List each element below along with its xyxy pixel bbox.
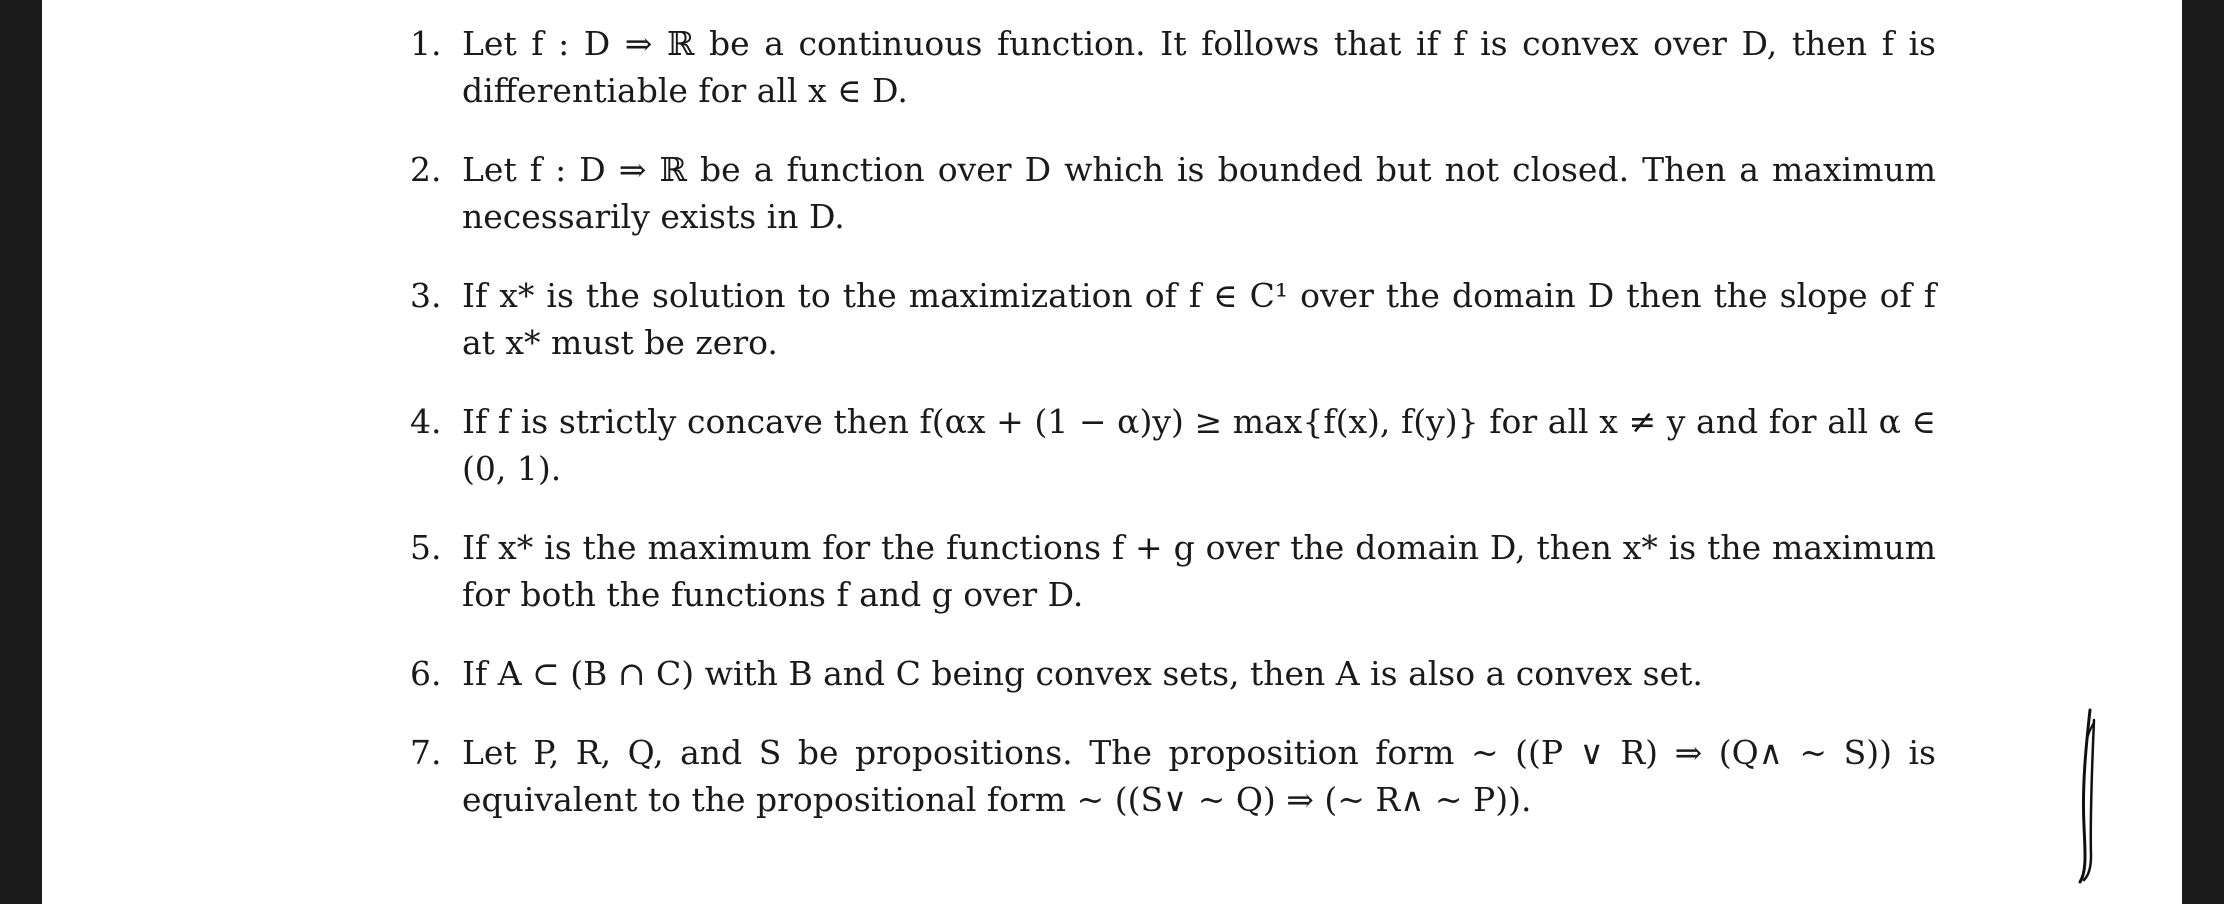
statement-list [410,20,1936,855]
list-item [410,729,1936,823]
item-number: 2. [410,150,442,189]
item-text: Let f : D ⇒ ℝ be a continuous function. It follows that if f is convex over D, then f is differentiable for all x ∈ D. [462,24,1936,110]
item-number: 3. [410,276,442,315]
list-item [410,650,1936,697]
document-page [42,0,2182,904]
item-number: 7. [410,733,442,772]
list-item [410,524,1936,618]
item-number: 4. [410,402,442,441]
item-number: 6. [410,654,442,693]
item-number: 1. [410,24,442,63]
list-item [410,272,1936,366]
list-item [410,398,1936,492]
item-text: Let P, R, Q, and S be propositions. The proposition form ~ ((P ∨ R) ⇒ (Q∧ ~ S)) is equivalent to the propositional form ~ ((S∨ ~ Q) ⇒ (~ R∧ ~ P)). [462,733,1936,819]
item-text: If x* is the maximum for the functions f + g over the domain D, then x* is the maximum for both the functions f and g over D. [462,528,1936,614]
pen-stroke-mark [2072,706,2112,886]
list-item [410,20,1936,114]
item-text: If A ⊂ (B ∩ C) with B and C being convex sets, then A is also a convex set. [462,654,1703,693]
item-text: If f is strictly concave then f(αx + (1 − α)y) ≥ max{f(x), f(y)} for all x ≠ y and for all α ∈ (0, 1). [462,402,1936,488]
item-text: Let f : D ⇒ ℝ be a function over D which is bounded but not closed. Then a maximum necessarily exists in D. [462,150,1936,236]
list-item [410,146,1936,240]
item-number: 5. [410,528,442,567]
item-text: If x* is the solution to the maximization of f ∈ C¹ over the domain D then the slope of f at x* must be zero. [462,276,1936,362]
